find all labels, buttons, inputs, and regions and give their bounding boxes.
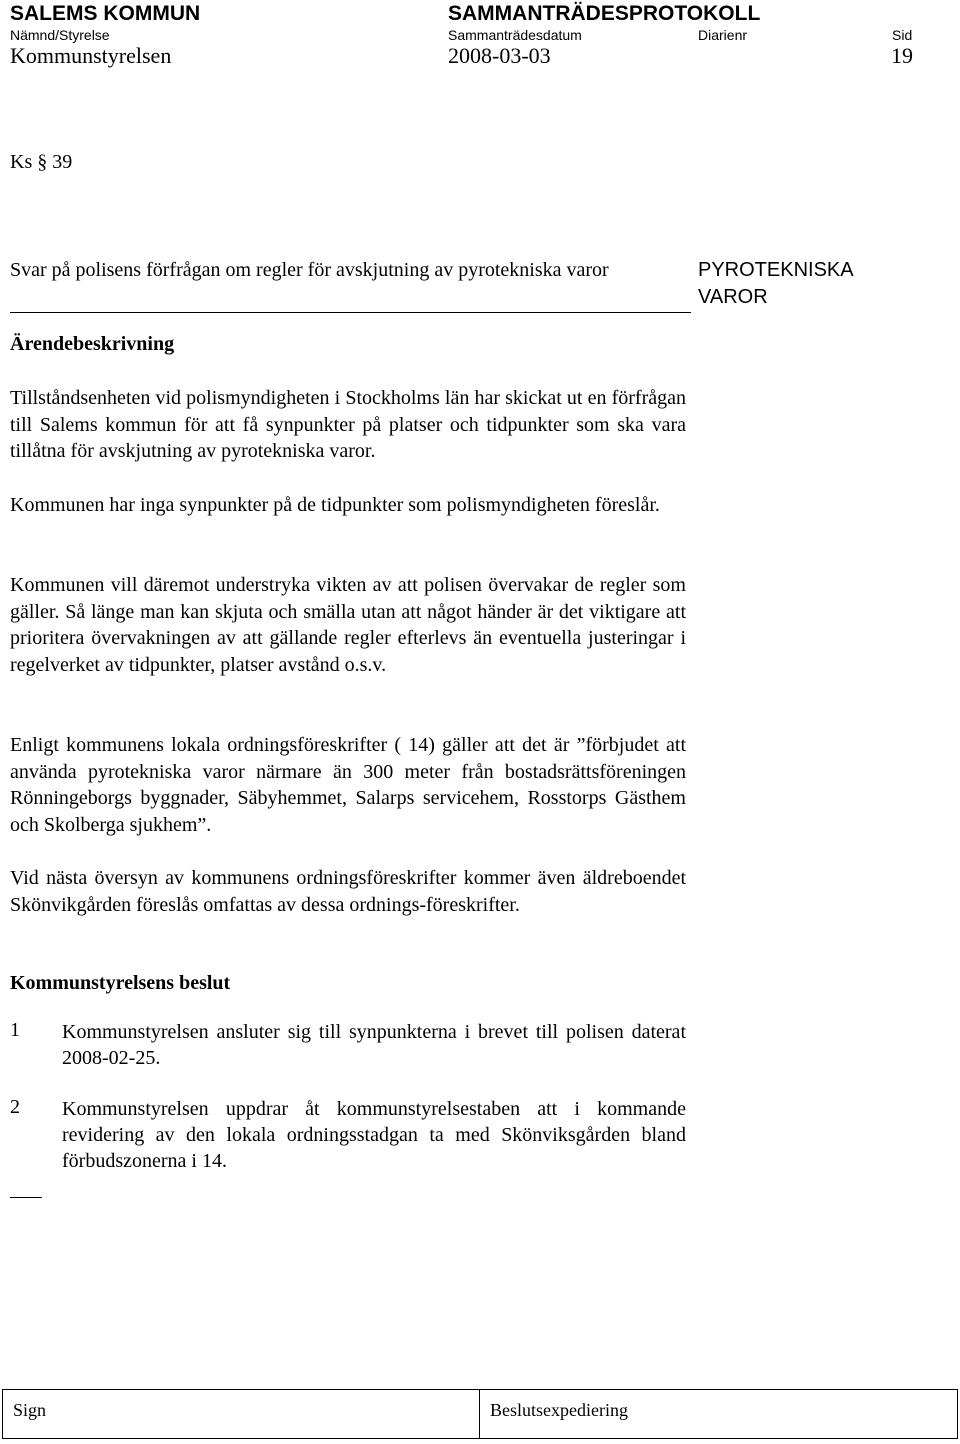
page-number: 19 [891, 43, 913, 68]
decision-heading: Kommunstyrelsens beslut [10, 972, 231, 994]
title-underline [10, 312, 691, 313]
section-number: Ks § 39 [10, 151, 73, 173]
paragraph-2: Kommunen har inga synpunkter på de tidpunkter som polismyndigheten föreslår. [10, 494, 660, 516]
board-value: Kommunstyrelsen [10, 43, 172, 68]
decision-text-1: Kommunstyrelsen ansluter sig till synpunkterna i brevet till polisen daterat 2008-02-25. [62, 1021, 686, 1069]
sign-cell [3, 1390, 480, 1438]
registration-number-label: Diarienr [698, 27, 748, 43]
meeting-date-value: 2008-03-03 [448, 43, 551, 68]
decision-text-2: Kommunstyrelsen uppdrar åt kommunstyrelsestaben att i kommande revidering av den lokala ordningsstadgan ta med Skönviksgården bland förbudszonerna i 14. [62, 1098, 686, 1172]
document-type: SAMMANTRÄDESPROTOKOLL [448, 2, 761, 25]
paragraph-3: Kommunen vill däremot understryka vikten av att polisen övervakar de regler som gäller. Så länge man kan skjuta och smälla utan att något händer är det viktigare att prioritera övervakningen av att gällande regler efterlevs än eventuella justeringar i regelverket av tidpunkter, platser avstånd o.s.v. [10, 574, 686, 676]
dispatch-cell [480, 1390, 957, 1438]
item-title: Svar på polisens förfrågan om regler för avskjutning av pyrotekniska varor [10, 259, 609, 281]
sign-label: Sign [13, 1400, 47, 1420]
decision-number-2: 2 [10, 1096, 20, 1118]
paragraph-1: Tillståndsenheten vid polismyndigheten i Stockholms län har skickat ut en förfrågan till Salems kommun för att få synpunkter på platser och tidpunkter som ska vara tillåtna för avskjutning av pyrotekniska varor. [10, 387, 686, 463]
dispatch-label: Beslutsexpediering [490, 1400, 628, 1420]
end-marker-line [10, 1197, 42, 1198]
case-description-heading: Ärendebeskrivning [10, 333, 175, 355]
item-keyword: PYROTEKNISKA VAROR [698, 259, 853, 308]
signature-footer [2, 1389, 958, 1439]
meeting-date-label: Sammanträdesdatum [448, 27, 582, 43]
page-label: Sid [892, 27, 913, 43]
organization-name: SALEMS KOMMUN [10, 2, 201, 25]
paragraph-5: Vid nästa översyn av kommunens ordningsföreskrifter kommer även äldreboendet Skönvikgården föreslås omfattas av dessa ordnings-föreskrifter. [10, 867, 686, 916]
board-label: Nämnd/Styrelse [10, 27, 110, 43]
decision-number-1: 1 [10, 1019, 20, 1041]
paragraph-4: Enligt kommunens lokala ordningsföreskrifter ( 14) gäller att det är ”förbjudet att använda pyrotekniska varor närmare än 300 meter från bostadsrättsföreningen Rönningeborgs byggnader, Säbyhemmet, Salarps servicehem, Rosstorps Gästhem och Skolberga sjukhem”. [10, 734, 686, 836]
